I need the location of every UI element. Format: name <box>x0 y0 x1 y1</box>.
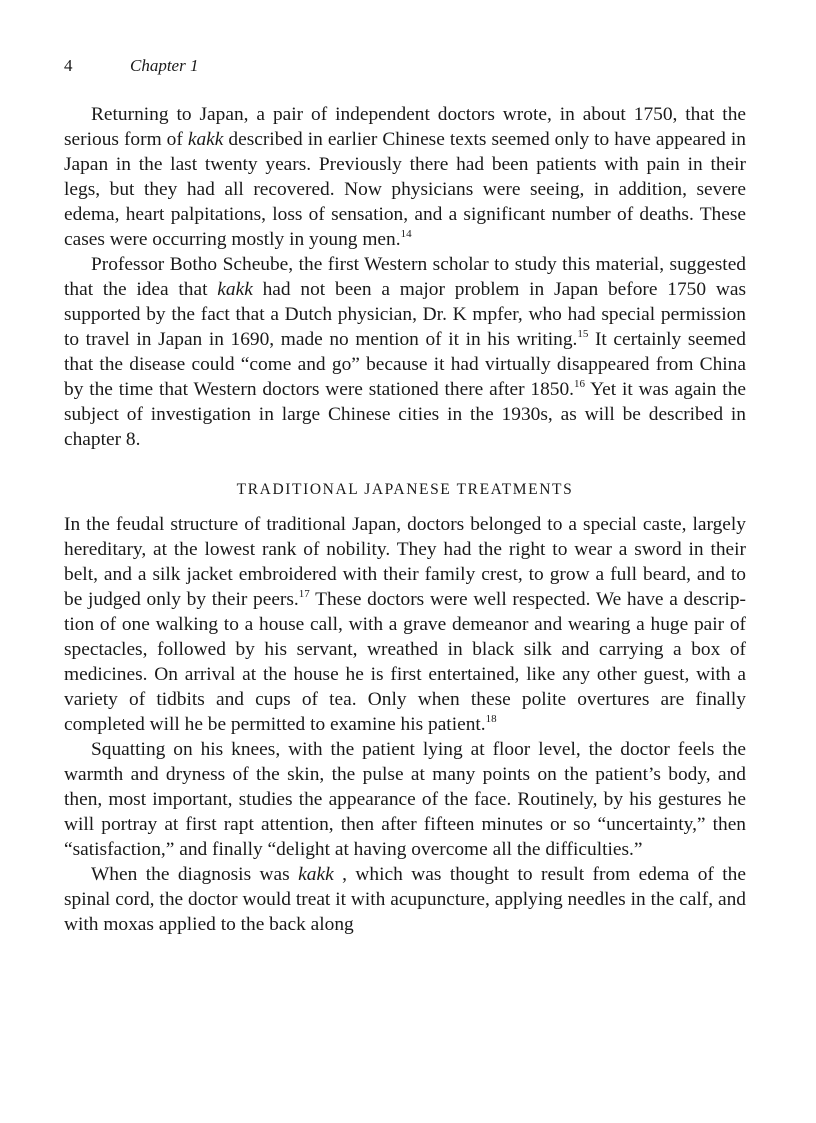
page-number: 4 <box>64 56 73 75</box>
paragraph-returning-to-japan <box>64 102 746 252</box>
italic-term: kakk <box>298 864 334 885</box>
paragraph-text: When the diagnosis was <box>91 864 299 885</box>
paragraph-text: Yet it was again the subject of investigation in large Chinese cities in the 1930s, as will be described in chapter 8. <box>64 379 746 450</box>
paragraph-text: In the feudal structure of traditional Japan, doctors belonged to a special caste, largely hereditary, at the lowest rank of nobility. They had the right to wear a sword in their belt, and a silk jacket embroidered with their family crest, to grow a full beard, and to be judged only by their peers. <box>64 514 746 610</box>
paragraph-squatting: Squatting on his knees, with the patient lying at floor level, the doctor feels the warmth and dryness of the skin, the pulse at many points on the patient’s body, and then, most important, studies the appearance of the face. Routinely, by his gestures he will portray at first rapt attention, then after fifteen minutes or so “uncertainty,” then “satisfaction,” and finally “delight at having overcome all the difficulties.” <box>64 739 746 860</box>
footnote-ref-17[interactable]: 17 <box>298 588 310 600</box>
running-head <box>64 54 746 78</box>
paragraph-text: Returning to Japan, a pair of independent doctors wrote, in about 1750, that the serious form of <box>64 104 746 150</box>
paragraph-diagnosis <box>64 862 746 937</box>
chapter-label: Chapter 1 <box>130 56 199 75</box>
paragraph-text: Professor Botho Scheube, the first Western scholar to study this material, suggested that the idea that <box>64 254 746 300</box>
footnote-ref-15[interactable]: 15 <box>577 328 589 340</box>
paragraph-text: It certainly seemed that the disease could “come and go” because it had virtually disappeared from China by the time that Western doctors were stationed there after 1850. <box>64 329 746 400</box>
footnote-ref-18[interactable]: 18 <box>485 713 497 725</box>
paragraph-professor-scheube <box>64 252 746 452</box>
section-heading: TRADITIONAL JAPANESE TREATMENTS <box>236 481 574 498</box>
paragraph-text: had not been a major problem in Japan before 1750 was supported by the fact that a Dutch physician, Dr. K mpfer, who had special permission to travel in Japan in 1690, made no mention of it in his writing. <box>64 279 746 350</box>
paragraph-text: , which was thought to result from edema of the spinal cord, the doctor would treat it with acupuncture, applying needles in the calf, and with moxas applied to the back along <box>64 864 746 935</box>
italic-term: kakk <box>187 129 224 150</box>
paragraph-text: described in earlier Chinese texts seemed only to have appeared in Japan in the last twenty years. Previously there had been patients with pain in their legs, but they had all recovered. Now physicians were seeing, in addition, severe edema, heart palpitations, loss of sensation, and a significant number of deaths. These cases were occurring mostly in young men. <box>64 129 746 250</box>
body-text <box>64 102 746 937</box>
paragraph-feudal-structure <box>64 512 746 737</box>
paragraph-text: These doctors were well respected. We have a description of one walking to a house call, with a grave demeanor and wearing a huge pair of spectacles, followed by his servant, wreathed in black silk and carrying a box of medicines. On arrival at the house he is first entertained, like any other guest, with a variety of tidbits and cups of tea. Only when these polite overtures are finally completed will he be permitted to examine his patient. <box>64 589 746 735</box>
footnote-ref-16[interactable]: 16 <box>574 378 586 390</box>
italic-term: kakk <box>217 279 253 300</box>
book-page <box>64 54 746 937</box>
footnote-ref-14[interactable]: 14 <box>400 228 412 240</box>
